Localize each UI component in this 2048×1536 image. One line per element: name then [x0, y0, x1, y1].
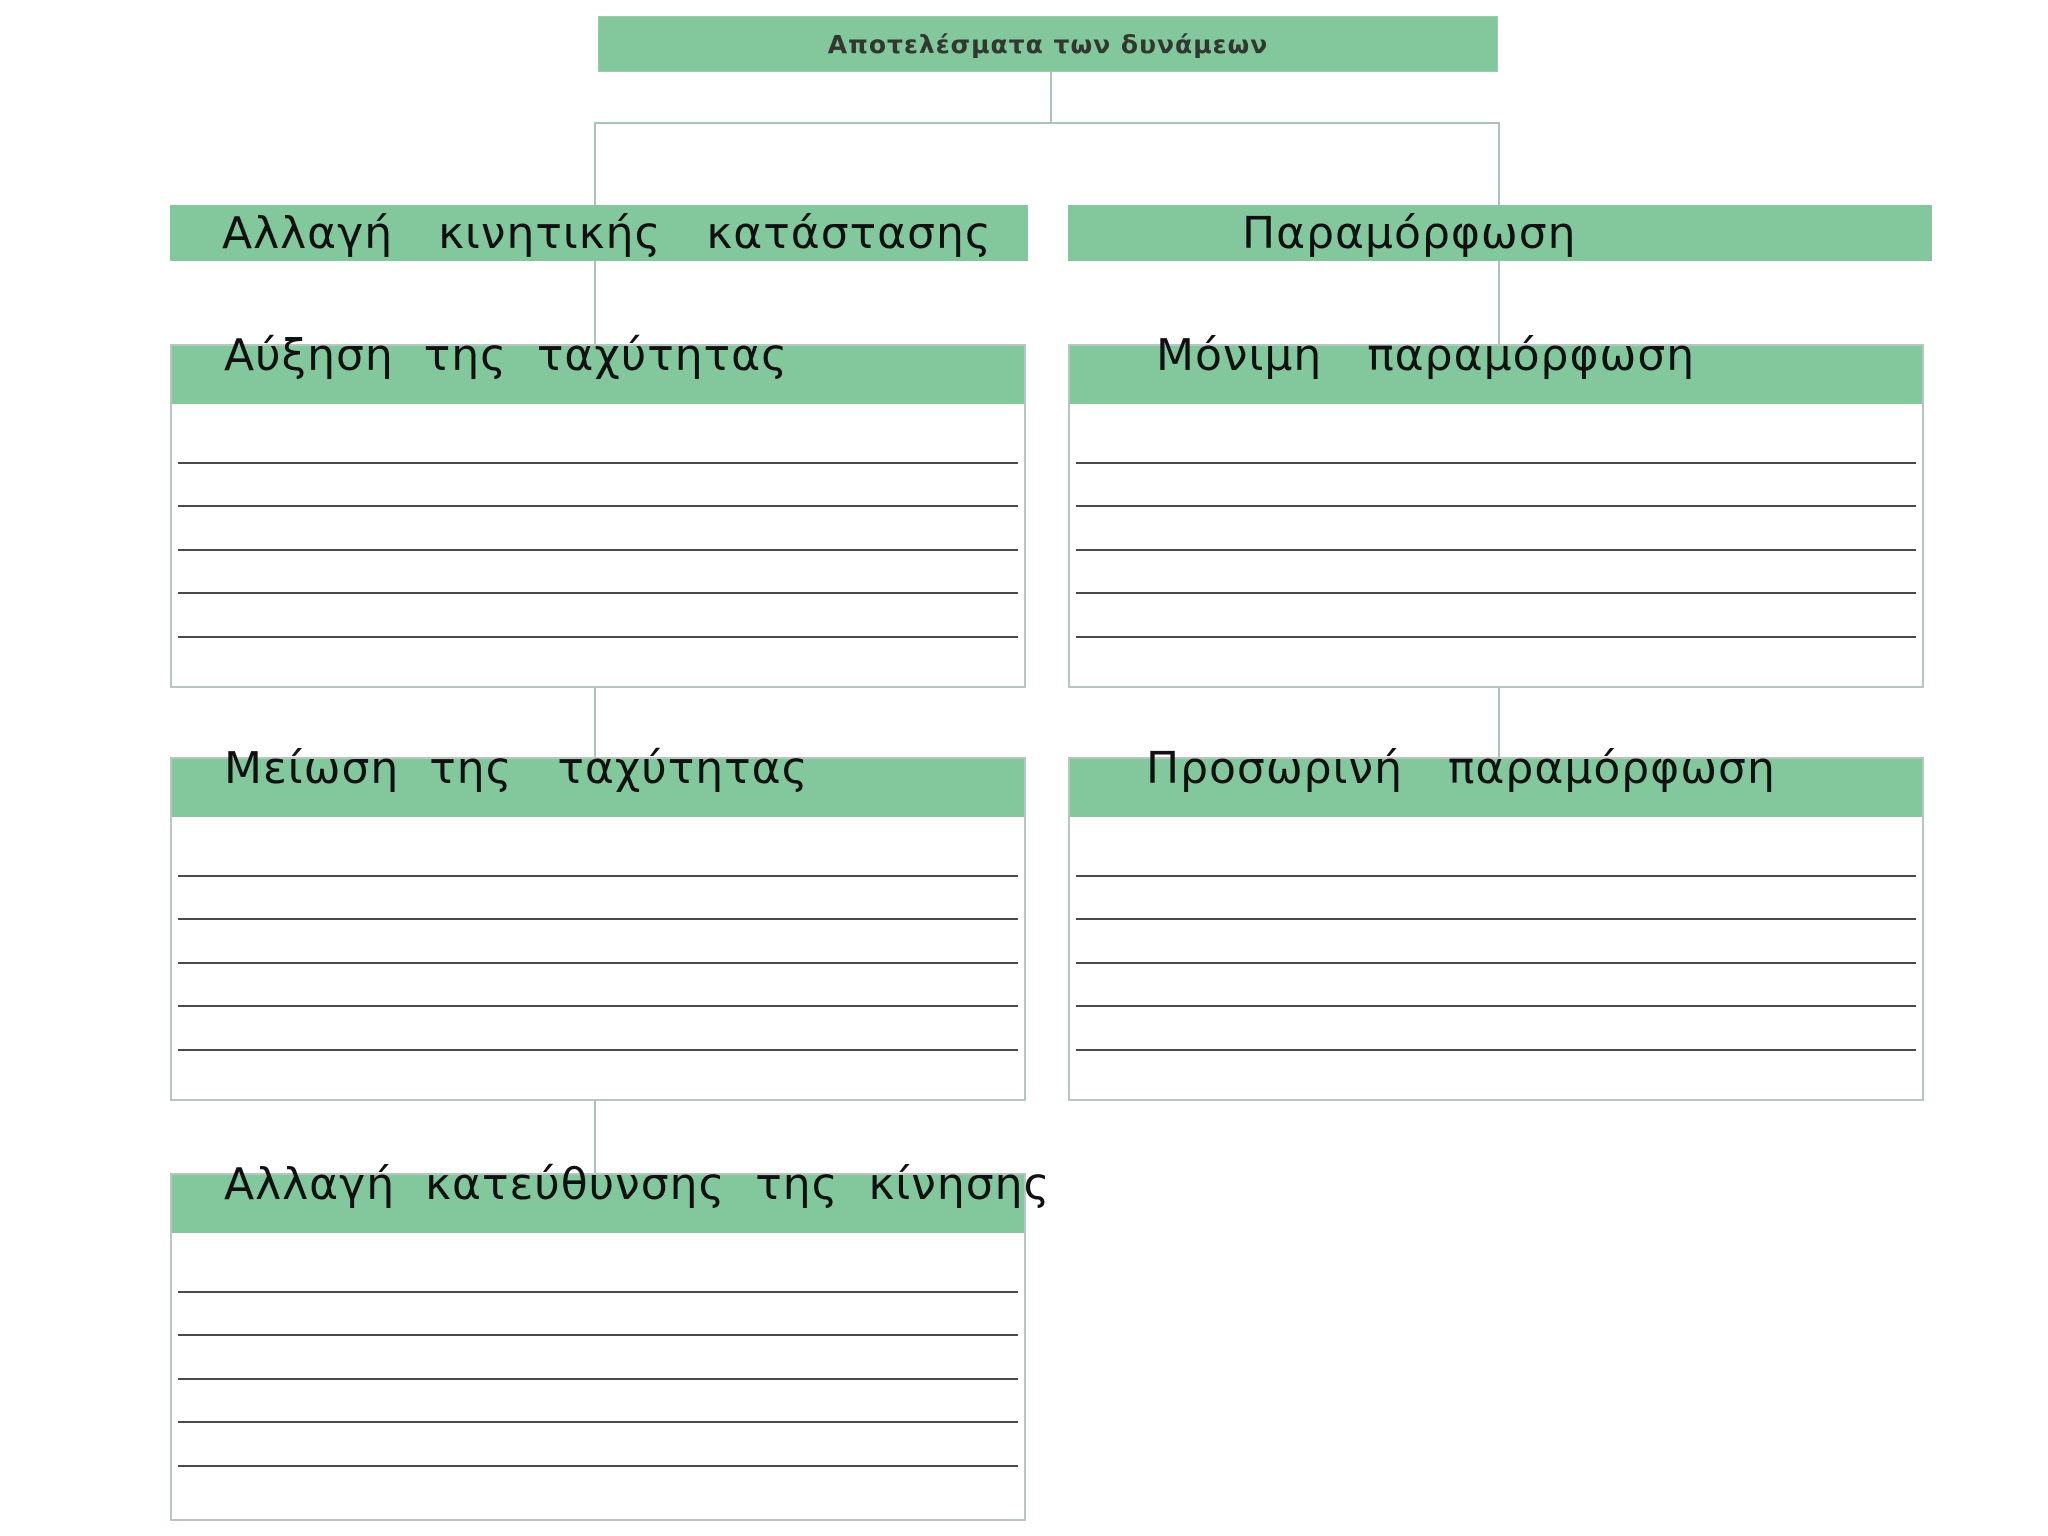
- box-speed-decrease: [170, 743, 1026, 1101]
- answer-line: [178, 875, 1018, 877]
- box-temporary-deformation: [1068, 743, 1924, 1101]
- answer-line: [178, 1421, 1018, 1423]
- box-speed-increase: [170, 330, 1026, 688]
- category-label: Παραμόρφωση: [1242, 207, 1577, 259]
- answer-line: [178, 549, 1018, 551]
- answer-line: [178, 1378, 1018, 1380]
- box-label: Μείωση της ταχύτητας: [224, 743, 809, 794]
- answer-line: [178, 636, 1018, 638]
- answer-line: [178, 462, 1018, 464]
- answer-line: [178, 1465, 1018, 1467]
- box-permanent-deformation: [1068, 330, 1924, 688]
- answer-line: [178, 1049, 1018, 1051]
- answer-line: [178, 505, 1018, 507]
- category-deformation: [1068, 205, 1932, 261]
- answer-line: [1076, 636, 1916, 638]
- diagram-title-box: [598, 16, 1498, 72]
- answer-line: [1076, 592, 1916, 594]
- diagram-title: Αποτελέσματα των δυνάμεων: [827, 29, 1269, 59]
- answer-line: [1076, 505, 1916, 507]
- box-label: Αλλαγή κατεύθυνσης της κίνησης: [224, 1159, 1051, 1210]
- answer-line: [178, 918, 1018, 920]
- answer-line: [1076, 462, 1916, 464]
- box-label: Μόνιμη παραμόρφωση: [1156, 330, 1696, 381]
- answer-line: [178, 1291, 1018, 1293]
- category-label: Αλλαγή κινητικής κατάστασης: [222, 207, 992, 259]
- box-direction-change: [170, 1159, 1051, 1521]
- answer-line: [1076, 549, 1916, 551]
- answer-line: [178, 1005, 1018, 1007]
- answer-line: [178, 962, 1018, 964]
- answer-line: [1076, 962, 1916, 964]
- connector-horizontal: [594, 122, 1500, 124]
- answer-line: [178, 592, 1018, 594]
- box-label: Αύξηση της ταχύτητας: [224, 330, 788, 381]
- answer-line: [1076, 918, 1916, 920]
- answer-line: [178, 1334, 1018, 1336]
- box-label: Προσωρινή παραμόρφωση: [1146, 743, 1776, 794]
- answer-line: [1076, 1005, 1916, 1007]
- answer-line: [1076, 875, 1916, 877]
- connector-title-down: [1050, 72, 1052, 124]
- category-motion-change: [170, 205, 1028, 261]
- answer-line: [1076, 1049, 1916, 1051]
